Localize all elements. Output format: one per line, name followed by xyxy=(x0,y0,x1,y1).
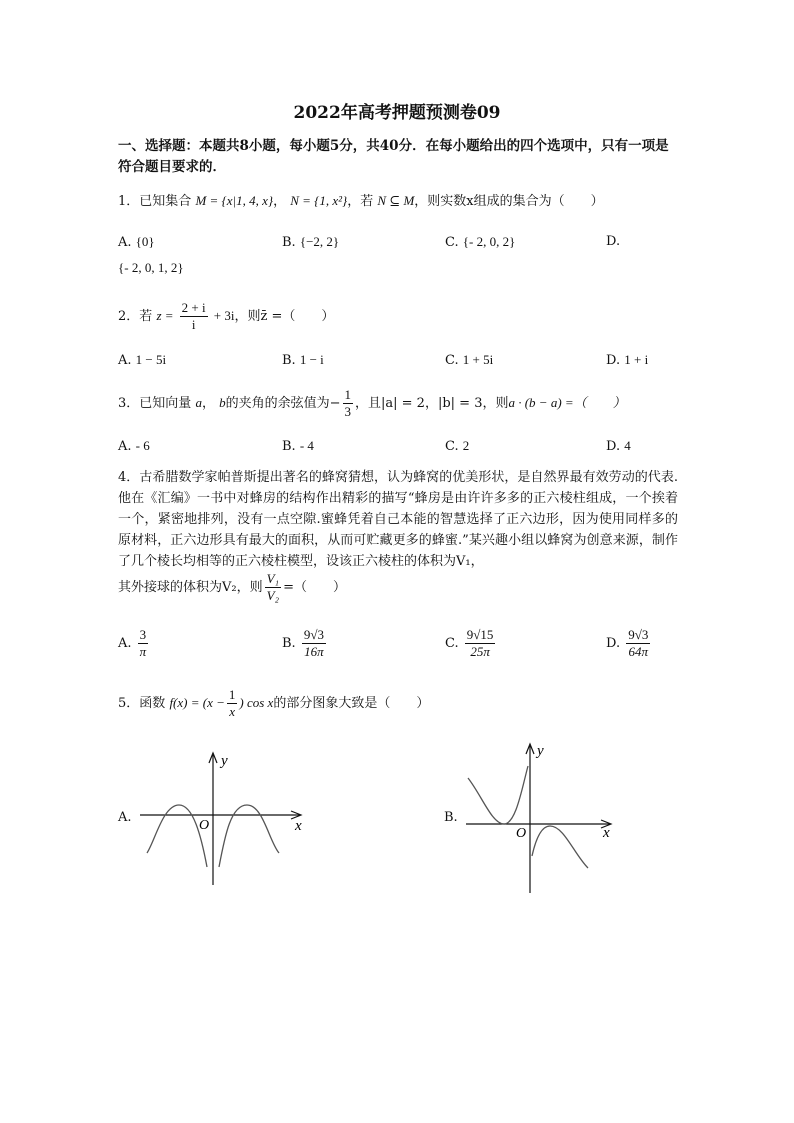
q5-fraction xyxy=(227,687,238,720)
q3-cos-num: 1 xyxy=(344,387,351,402)
exam-title: 2022年高考押题预测卷09 xyxy=(293,103,501,123)
q2-lhs: z = xyxy=(156,308,174,323)
q1-option-d[interactable] xyxy=(606,232,620,252)
option-label: D. xyxy=(606,439,621,454)
q3-option-b[interactable] xyxy=(282,436,314,457)
q4-ratio-den: V₂ xyxy=(266,588,280,603)
question-4 xyxy=(118,467,678,572)
q3-expr: a · (b − a) =（ ） xyxy=(508,395,626,410)
option-value: 4 xyxy=(624,438,631,453)
option-num: 9√3 xyxy=(628,627,649,642)
q5-option-b[interactable] xyxy=(444,808,458,828)
q5-frac-num: 1 xyxy=(228,687,236,702)
q2-frac-num: 2 + i xyxy=(181,300,206,315)
q1-set-m: M = {x|1, 4, x} xyxy=(195,193,274,208)
option-value: 1 + 5i xyxy=(462,352,494,367)
q3-number: 3． xyxy=(118,396,140,411)
y-axis-label: y xyxy=(221,753,228,769)
q3-option-d[interactable] xyxy=(606,436,631,457)
option-num: 3 xyxy=(138,627,149,644)
q5-frac-den: x xyxy=(229,704,236,719)
q1-cond-text: ，若 xyxy=(347,194,374,209)
q5-option-a[interactable] xyxy=(118,808,132,828)
question-4-line2 xyxy=(118,570,678,606)
option-label: B. xyxy=(282,235,296,250)
q1-number: 1． xyxy=(118,194,140,209)
option-den: 16π xyxy=(304,644,324,659)
option-fraction xyxy=(626,627,650,660)
q3-cos-den: 3 xyxy=(344,404,351,419)
option-fraction xyxy=(302,627,326,660)
curve-right xyxy=(219,805,279,867)
option-fraction xyxy=(465,627,496,660)
option-value: - 4 xyxy=(299,438,314,453)
option-num: 9√15 xyxy=(466,627,494,642)
curve-left xyxy=(468,766,528,824)
origin-label: O xyxy=(516,826,527,841)
q4-option-a[interactable] xyxy=(118,627,150,660)
q1-option-c[interactable] xyxy=(445,232,515,253)
option-den: 25π xyxy=(470,644,490,659)
option-value: 2 xyxy=(462,438,470,453)
q4-option-c[interactable] xyxy=(445,627,497,660)
q3-cos-fraction xyxy=(343,387,354,420)
q4-option-d[interactable] xyxy=(606,627,652,660)
option-label: D. xyxy=(606,353,621,368)
question-2 xyxy=(118,298,678,335)
q3-prefix: 已知向量 xyxy=(139,396,192,411)
q1-option-d-value xyxy=(118,258,184,279)
section-heading: 一、选择题：本题共8小题，每小题5分，共40分．在每小题给出的四个选项中，只有一项是符合题目要求的． xyxy=(118,138,669,175)
option-value: {−2, 2} xyxy=(299,234,340,249)
option-label: D. xyxy=(606,636,621,651)
q4-line2-prefix: 其外接球的体积为V₂，则 xyxy=(118,580,263,595)
q5-graph-a xyxy=(135,745,315,890)
y-axis-label: y xyxy=(537,743,544,759)
option-label: B. xyxy=(282,636,296,651)
q2-option-d[interactable] xyxy=(606,350,648,371)
question-5 xyxy=(118,685,678,722)
x-axis-label: x xyxy=(603,825,610,841)
q1-option-a[interactable] xyxy=(118,232,155,253)
q5-number: 5． xyxy=(118,696,140,711)
q2-suffix: ，则z̄ =（ ） xyxy=(234,309,335,324)
option-value: 1 + i xyxy=(624,352,649,367)
q4-option-b[interactable] xyxy=(282,627,328,660)
option-label: A. xyxy=(118,235,132,250)
option-value: {- 2, 0, 2} xyxy=(462,234,516,249)
q4-ratio-num: V₁ xyxy=(266,571,280,586)
q2-option-b[interactable] xyxy=(282,350,324,371)
q2-rest: + 3i xyxy=(213,308,235,323)
option-label: C. xyxy=(445,439,459,454)
q1-cond: N ⊆ M xyxy=(377,193,415,208)
option-den: π xyxy=(139,644,147,659)
option-label: B. xyxy=(444,810,458,825)
q4-number: 4． xyxy=(118,470,140,485)
curve-left xyxy=(147,805,210,867)
q2-frac-den: i xyxy=(191,317,196,332)
q1-prefix: 已知集合 xyxy=(139,194,192,209)
option-label: C. xyxy=(445,636,459,651)
option-label: B. xyxy=(282,353,296,368)
q3-vec-b: b xyxy=(219,395,226,410)
question-1: 1．已知集合 M = {x|1, 4, x}， N = {1, x²}，若 N ⊆ M，则实数x组成的集合为（ ） xyxy=(118,193,604,209)
q3-vec-a: a xyxy=(195,395,202,410)
q2-option-a[interactable] xyxy=(118,350,166,371)
q5-func-rest: ) cos x xyxy=(239,695,274,710)
q4-ratio xyxy=(265,571,281,604)
question-3: 3．已知向量 a， b的夹角的余弦值为− $\frac{1}{3}$ ，且|a| = 2，|b| = 3，则a · (b − a) =（ ） xyxy=(118,387,626,419)
option-num: 9√3 xyxy=(303,627,324,642)
option-value: 1 − i xyxy=(299,352,324,367)
q5-suffix: 的部分图象大致是（ ） xyxy=(273,696,430,711)
q4-line2-suffix: =（ ） xyxy=(283,580,346,595)
q3-mid: 的夹角的余弦值为 xyxy=(225,396,330,411)
q2-number: 2． xyxy=(118,309,140,324)
option-value: {- 2, 0, 1, 2} xyxy=(118,260,184,275)
q2-fraction xyxy=(180,300,208,333)
q1-set-n: N = {1, x²} xyxy=(290,193,348,208)
q1-option-b[interactable] xyxy=(282,232,339,253)
option-label: A. xyxy=(118,439,132,454)
option-value: {0} xyxy=(135,234,155,249)
x-axis-label: x xyxy=(295,818,302,834)
option-label: D. xyxy=(606,234,621,249)
curve-right xyxy=(532,826,588,868)
option-label: C. xyxy=(445,235,459,250)
option-den: 64π xyxy=(628,644,649,659)
option-label: B. xyxy=(282,439,296,454)
option-label: A. xyxy=(118,636,132,651)
q5-graph-b xyxy=(458,738,628,898)
option-fraction xyxy=(138,627,149,660)
option-value: - 6 xyxy=(135,438,150,453)
q3-option-c[interactable] xyxy=(445,436,469,457)
q3-cond1: ，且|a| = 2， xyxy=(355,396,438,411)
q1-suffix: ，则实数x组成的集合为（ ） xyxy=(414,194,604,209)
q3-cond2: |b| = 3，则 xyxy=(437,396,509,411)
q2-prefix: 若 xyxy=(139,309,153,324)
option-label: A. xyxy=(118,810,132,825)
option-value: 1 − 5i xyxy=(135,352,167,367)
option-label: C. xyxy=(445,353,459,368)
option-label: A. xyxy=(118,353,132,368)
q4-text: 古希腊数学家帕普斯提出著名的蜂窝猜想，认为蜂窝的优美形状，是自然界最有效劳动的代表.他在《汇编》一书中对蜂房的结构作出精彩的描写“蜂房是由许许多多的正六棱柱组成，一个挨着一个，紧密地排列，没有一点空隙.蜜蜂凭着自己本能的智慧选择了正六边形，因为使用同样多的原材料，正六边形具有最大的面积，从而可贮藏更多的蜂蜜.”某兴趣小组以蜂窝为创意来源，制作了几个棱长均相等的正六棱柱模型，设该正六棱柱的体积为V₁， xyxy=(118,470,678,569)
q5-func: f(x) = (x − xyxy=(169,695,225,710)
q2-option-c[interactable] xyxy=(445,350,493,371)
q5-prefix: 函数 xyxy=(139,696,166,711)
q3-option-a[interactable] xyxy=(118,436,150,457)
origin-label: O xyxy=(199,818,210,833)
